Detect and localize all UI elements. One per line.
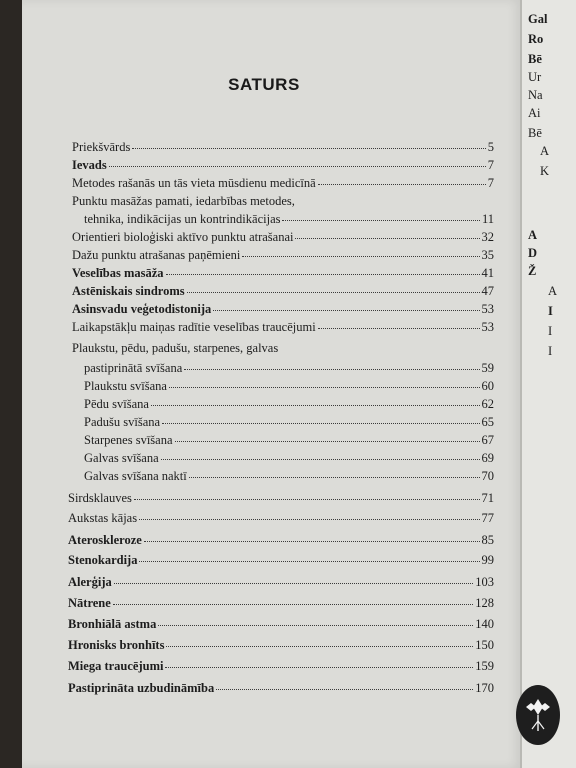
toc-leader-dots — [139, 518, 479, 520]
toc-entry-title: Stenokardija — [68, 553, 138, 567]
toc-entry — [84, 212, 494, 226]
toc-entry-title: Astēniskais sindroms — [72, 284, 185, 298]
toc-page-number: 140 — [475, 617, 494, 631]
toc-leader-dots — [139, 560, 479, 562]
toc-leader-dots — [109, 165, 486, 167]
toc-page-number: 59 — [481, 361, 494, 375]
toc-page-number: 71 — [481, 491, 494, 505]
toc-entry-title: Pastiprināta uzbudināmība — [68, 681, 215, 695]
toc-page-number: 99 — [481, 553, 494, 567]
toc-entry-title: Asinsvadu veģetodistonija — [72, 302, 212, 316]
toc-page-number: 11 — [481, 212, 494, 226]
toc-page-number: 150 — [475, 638, 494, 652]
toc-page-number: 67 — [481, 433, 494, 447]
toc-leader-dots — [189, 476, 480, 478]
right-page-text: Na — [528, 88, 543, 102]
toc-entry — [68, 638, 494, 652]
toc-entry-title: Bronhiālā astma — [68, 617, 157, 631]
toc-entry — [72, 266, 494, 280]
toc-entry-title: Galvas svīšana naktī — [84, 469, 187, 483]
toc-entry — [84, 433, 494, 447]
toc-entry-title: Priekšvārds — [72, 140, 131, 154]
toc-entry — [72, 320, 494, 334]
right-page-text: A — [528, 228, 538, 242]
toc-entry — [84, 451, 494, 465]
toc-leader-dots — [113, 603, 473, 605]
toc-page-number: 7 — [487, 176, 494, 190]
toc-page-number: 53 — [481, 320, 494, 334]
toc-entry-title: Alerģija — [68, 575, 112, 589]
toc-entry — [84, 415, 494, 429]
toc-leader-dots — [318, 183, 486, 185]
toc-leader-dots — [158, 624, 473, 626]
toc-page-number: 62 — [481, 397, 494, 411]
toc-leader-dots — [161, 458, 480, 460]
toc-leader-dots — [165, 666, 473, 668]
toc-page-number: 128 — [475, 596, 494, 610]
toc-leader-dots — [134, 498, 480, 500]
toc-page-number: 32 — [481, 230, 494, 244]
right-page-text: D — [528, 246, 538, 260]
toc-entry — [68, 596, 494, 610]
toc-entry — [68, 533, 494, 547]
toc-leader-dots — [144, 540, 480, 542]
toc-entry — [72, 140, 494, 154]
toc-leader-dots — [295, 237, 479, 239]
right-page-text: Bē — [528, 52, 542, 66]
toc-leader-dots — [213, 309, 479, 311]
toc-entry-title: Dažu punktu atrašanas paņēmieni — [72, 248, 241, 262]
toc-leader-dots — [166, 273, 480, 275]
toc-leader-dots — [242, 255, 479, 257]
diamond-logo-icon — [516, 685, 560, 745]
toc-leader-dots — [151, 404, 480, 406]
toc-page-number: 159 — [475, 659, 494, 673]
toc-entry — [84, 361, 494, 375]
toc-leader-dots — [169, 386, 480, 388]
right-page-text: Ž — [528, 264, 537, 278]
watermark-logo — [516, 685, 560, 745]
toc-entry — [72, 176, 494, 190]
right-page-text: K — [540, 164, 550, 178]
toc-entry-title: tehnika, indikācijas un kontrindikācijas — [84, 212, 281, 226]
right-page-text: I — [548, 324, 553, 338]
toc-leader-dots — [187, 291, 480, 293]
right-page-text: Ai — [528, 106, 541, 120]
toc-leader-dots — [175, 440, 480, 442]
toc-entry-title: Metodes rašanās un tās vieta mūsdienu medicīnā — [72, 176, 316, 190]
toc-entry-title: Ateroskleroze — [68, 533, 142, 547]
page-title: SATURS — [228, 75, 300, 94]
toc-leader-dots — [318, 327, 480, 329]
toc-page-number: 7 — [487, 158, 494, 172]
toc-page-number: 53 — [481, 302, 494, 316]
toc-entry — [72, 284, 494, 298]
toc-entry — [68, 575, 494, 589]
toc-entry-title: Laikapstākļu maiņas radītie veselības traucējumi — [72, 320, 316, 334]
toc-entry — [84, 379, 494, 393]
toc-entry — [84, 469, 494, 483]
toc-entry — [72, 158, 494, 172]
toc-entry — [72, 302, 494, 316]
right-page-text: Ro — [528, 32, 544, 46]
toc-entry — [68, 659, 494, 673]
toc-entry-title: Galvas svīšana — [84, 451, 159, 465]
toc-entry-line: Punktu masāžas pamati, iedarbības metodes, — [72, 194, 295, 208]
toc-page-number: 77 — [481, 511, 494, 525]
toc-entry-title: Pēdu svīšana — [84, 397, 149, 411]
toc-leader-dots — [162, 422, 479, 424]
toc-page-number: 47 — [481, 284, 494, 298]
toc-entry-title: pastiprinātā svīšana — [84, 361, 183, 375]
toc-entry-title: Starpenes svīšana — [84, 433, 173, 447]
toc-entry-line: Plaukstu, pēdu, padušu, starpenes, galvas — [72, 341, 279, 355]
right-page-text: Gal — [528, 12, 548, 26]
toc-leader-dots — [184, 368, 479, 370]
right-page-text: I — [548, 344, 553, 358]
toc-entry-title: Sirdsklauves — [68, 491, 132, 505]
right-page-text: A — [540, 144, 550, 158]
toc-page-number: 69 — [481, 451, 494, 465]
toc-page-number: 5 — [487, 140, 494, 154]
toc-page-number: 170 — [475, 681, 494, 695]
toc-entry-title: Hronisks bronhīts — [68, 638, 165, 652]
toc-entry-title: Aukstas kājas — [68, 511, 138, 525]
toc-entry — [68, 681, 494, 695]
toc-entry — [68, 617, 494, 631]
right-page-text: I — [548, 304, 553, 318]
toc-entry-title: Ievads — [72, 158, 107, 172]
toc-page-number: 35 — [481, 248, 494, 262]
toc-page-number: 70 — [481, 469, 494, 483]
toc-page-number: 65 — [481, 415, 494, 429]
toc-entry-title: Veselības masāža — [72, 266, 164, 280]
toc-leader-dots — [132, 147, 485, 149]
right-page-text: Ur — [528, 70, 542, 84]
right-page-text: A — [548, 284, 558, 298]
toc-leader-dots — [166, 645, 473, 647]
toc-entry-title: Plaukstu svīšana — [84, 379, 167, 393]
toc-entry — [68, 491, 494, 505]
toc-entry-title: Orientieri bioloģiski aktīvo punktu atrašanai — [72, 230, 294, 244]
toc-page-number: 85 — [481, 533, 494, 547]
toc-entry — [84, 397, 494, 411]
toc-page-number: 41 — [481, 266, 494, 280]
toc-entry-title: Miega traucējumi — [68, 659, 164, 673]
toc-leader-dots — [114, 582, 474, 584]
toc-page-number: 60 — [481, 379, 494, 393]
toc-entry — [68, 553, 494, 567]
toc-entry-title: Nātrene — [68, 596, 111, 610]
toc-leader-dots — [282, 219, 479, 221]
right-page-text: Bē — [528, 126, 542, 140]
toc-leader-dots — [216, 688, 473, 690]
toc-entry-title: Padušu svīšana — [84, 415, 161, 429]
toc-entry — [72, 230, 494, 244]
toc-entry — [68, 511, 494, 525]
toc-entry — [72, 248, 494, 262]
toc-page-number: 103 — [475, 575, 494, 589]
